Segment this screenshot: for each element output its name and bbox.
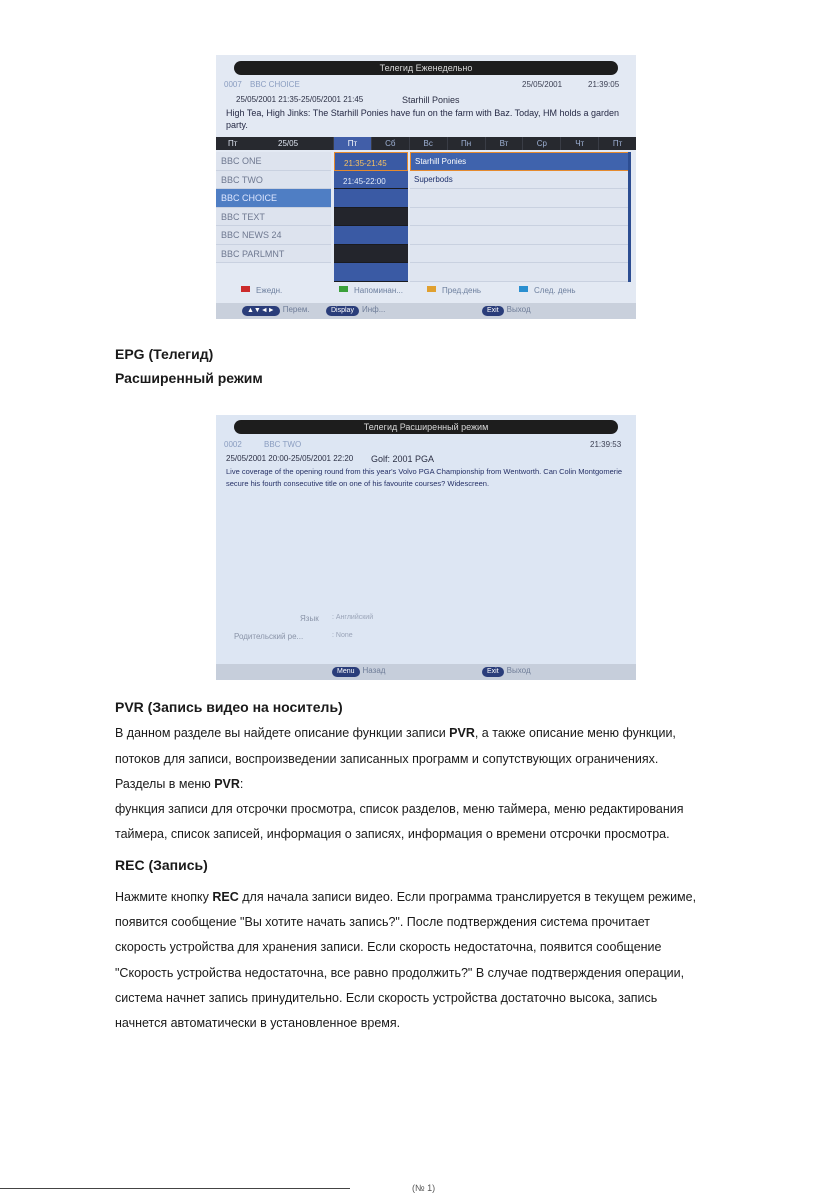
rec-line-3: скорость устройства для хранения записи. Если скорость недостаточна, появится сообщение	[115, 940, 662, 954]
scroll-bar[interactable]	[628, 152, 631, 282]
rec-line-4: "Скорость устройства недостаточна, все равно продолжить?" В случае подтверждения операции,	[115, 966, 685, 980]
rec-line-2: появится сообщение "Вы хотите начать запись?". После подтверждения система прочитает	[115, 915, 651, 929]
channel-name: BBC TWO	[264, 440, 302, 449]
time-slot[interactable]	[334, 171, 408, 190]
time-slot-empty	[334, 245, 408, 264]
day-tab[interactable]: Ср	[522, 137, 560, 150]
channel-item[interactable]: BBC NEWS 24	[216, 226, 331, 245]
parental-value: : None	[332, 632, 353, 639]
pvr-text: Разделы в меню	[115, 777, 215, 791]
program-row-empty	[410, 263, 630, 282]
time-slot-label: 21:35-21:45	[344, 159, 387, 168]
pvr-text: , а также описание меню функции,	[474, 726, 676, 740]
epg-weekly-screenshot	[216, 55, 636, 319]
heading-extended: Расширенный режим	[115, 370, 263, 386]
color-key-legend	[216, 286, 636, 300]
legend-green-label: Напоминан...	[354, 286, 403, 295]
channel-list	[216, 152, 331, 282]
pvr-bold: PVR	[449, 726, 475, 740]
pvr-line-3	[115, 777, 243, 791]
heading-pvr: PVR (Запись видео на носитель)	[115, 699, 343, 715]
channel-item[interactable]: BBC TWO	[216, 171, 331, 190]
back-hint	[332, 666, 385, 677]
channel-item-selected[interactable]: BBC CHOICE	[216, 189, 331, 208]
channel-item[interactable]: BBC ONE	[216, 152, 331, 171]
pvr-line-5: таймера, список записей, информация о записях, информация о времени отсрочки просмотра.	[115, 827, 670, 841]
display-key-icon: Display	[326, 306, 359, 316]
time-slot-column	[334, 152, 408, 282]
current-time: 21:39:53	[590, 440, 622, 449]
info-label: Инф...	[361, 305, 386, 314]
arrows-key-icon: ▲▼◄►	[242, 306, 280, 316]
current-time: 21:39:05	[588, 80, 620, 89]
exit-label: Выход	[506, 305, 531, 314]
program-row-empty	[410, 189, 630, 208]
legend-blue[interactable]	[519, 286, 576, 295]
program-description: High Tea, High Jinks: The Starhill Ponies have fun on the farm with Baz. Today, HM holds a garden party.	[226, 108, 620, 130]
current-day: Пт	[228, 139, 238, 148]
exit-hint	[482, 305, 531, 316]
pvr-line-1	[115, 726, 676, 740]
screen-title: Телегид Расширенный режим	[234, 420, 618, 434]
channel-number: 0007	[224, 80, 242, 89]
time-slot-empty	[334, 189, 408, 208]
channel-number: 0002	[224, 440, 242, 449]
current-day-date: 25/05	[278, 139, 299, 148]
program-row-empty	[410, 226, 630, 245]
blue-key-icon	[519, 286, 528, 292]
program-row-empty	[410, 245, 630, 264]
page-marker: (№ 1)	[412, 1183, 436, 1193]
program-row-empty	[410, 208, 630, 227]
time-slot-empty	[334, 208, 408, 227]
footer-divider	[0, 1188, 350, 1189]
pvr-bold: PVR	[214, 777, 240, 791]
day-bar	[216, 137, 636, 150]
pvr-text: В данном разделе вы найдете описание функции записи	[115, 726, 450, 740]
footer-bar	[216, 303, 636, 319]
day-tab[interactable]: Пт	[333, 137, 371, 150]
rec-text: Нажмите кнопку	[115, 890, 213, 904]
program-time-range: 25/05/2001 20:00-25/05/2001 22:20	[226, 454, 354, 463]
day-tab[interactable]: Пт	[598, 137, 636, 150]
heading-rec: REC (Запись)	[115, 857, 208, 873]
rec-bold: REC	[212, 890, 239, 904]
red-key-icon	[241, 286, 250, 292]
day-tab[interactable]: Сб	[371, 137, 409, 150]
pvr-line-4: функция записи для отсрочки просмотра, список разделов, меню таймера, меню редактирования	[115, 802, 684, 816]
exit-hint	[482, 666, 531, 677]
green-key-icon	[339, 286, 348, 292]
channel-item[interactable]: BBC TEXT	[216, 208, 331, 227]
screen-title: Телегид Еженедельно	[234, 61, 618, 75]
pvr-text: :	[239, 777, 244, 791]
rec-line-5: система начнет запись принудительно. Если скорость устройства достаточно высока, запись	[115, 991, 658, 1005]
language-value: : Английский	[332, 614, 374, 621]
legend-red-label: Ежедн.	[256, 286, 283, 295]
day-tab[interactable]: Вт	[485, 137, 523, 150]
legend-blue-label: След. день	[534, 286, 576, 295]
program-column	[410, 152, 630, 282]
info-hint	[326, 305, 385, 316]
rec-text: для начала записи видео. Если программа транслируется в текущем режиме,	[238, 890, 697, 904]
legend-yellow[interactable]	[427, 286, 481, 295]
footer-bar	[216, 664, 636, 680]
exit-label: Выход	[506, 666, 531, 675]
legend-green[interactable]	[339, 286, 403, 295]
language-label: Язык	[300, 614, 319, 623]
day-tabs	[333, 137, 636, 150]
legend-red[interactable]	[241, 286, 282, 295]
current-day-label	[216, 137, 329, 150]
exit-key-icon: Exit	[482, 667, 504, 677]
epg-extended-screenshot	[216, 415, 636, 680]
program-row-selected[interactable]: Starhill Ponies	[410, 152, 630, 171]
program-title: Golf: 2001 PGA	[371, 454, 435, 464]
exit-key-icon: Exit	[482, 306, 504, 316]
time-slot-label: 21:45-22:00	[343, 176, 386, 186]
program-time-range: 25/05/2001 21:35-25/05/2001 21:45	[236, 95, 364, 104]
program-title: Starhill Ponies	[402, 95, 460, 105]
menu-key-icon: Menu	[332, 667, 360, 677]
program-description: Live coverage of the opening round from this year's Volvo PGA Championship from Wentworth. Can Colin Montgomerie secure his fourth consecutive title on one of his favourite courses? Widescreen.	[226, 467, 623, 488]
yellow-key-icon	[427, 286, 436, 292]
channel-item[interactable]: BBC PARLMNT	[216, 245, 331, 264]
heading-epg: EPG (Телегид)	[115, 346, 214, 362]
program-row[interactable]: Superbods	[410, 171, 630, 190]
rec-line-6: начнется автоматически в установленное время.	[115, 1016, 401, 1030]
back-label: Назад	[362, 666, 386, 675]
day-tab[interactable]: Пн	[447, 137, 485, 150]
time-slot-selected[interactable]	[334, 152, 408, 171]
time-slot-empty	[334, 226, 408, 245]
parental-label: Родительский ре...	[234, 632, 304, 641]
legend-yellow-label: Пред.день	[442, 286, 482, 295]
pvr-line-2: потоков для записи, воспроизведении записанных программ и сопутствующих ограничениях.	[115, 752, 659, 766]
rec-line-1	[115, 890, 696, 904]
move-hint	[242, 305, 310, 316]
channel-name: BBC CHOICE	[250, 80, 300, 89]
day-tab[interactable]: Вс	[409, 137, 447, 150]
current-date: 25/05/2001	[522, 80, 563, 89]
move-label: Перем.	[282, 305, 310, 314]
day-tab[interactable]: Чт	[560, 137, 598, 150]
time-slot-empty	[334, 263, 408, 282]
